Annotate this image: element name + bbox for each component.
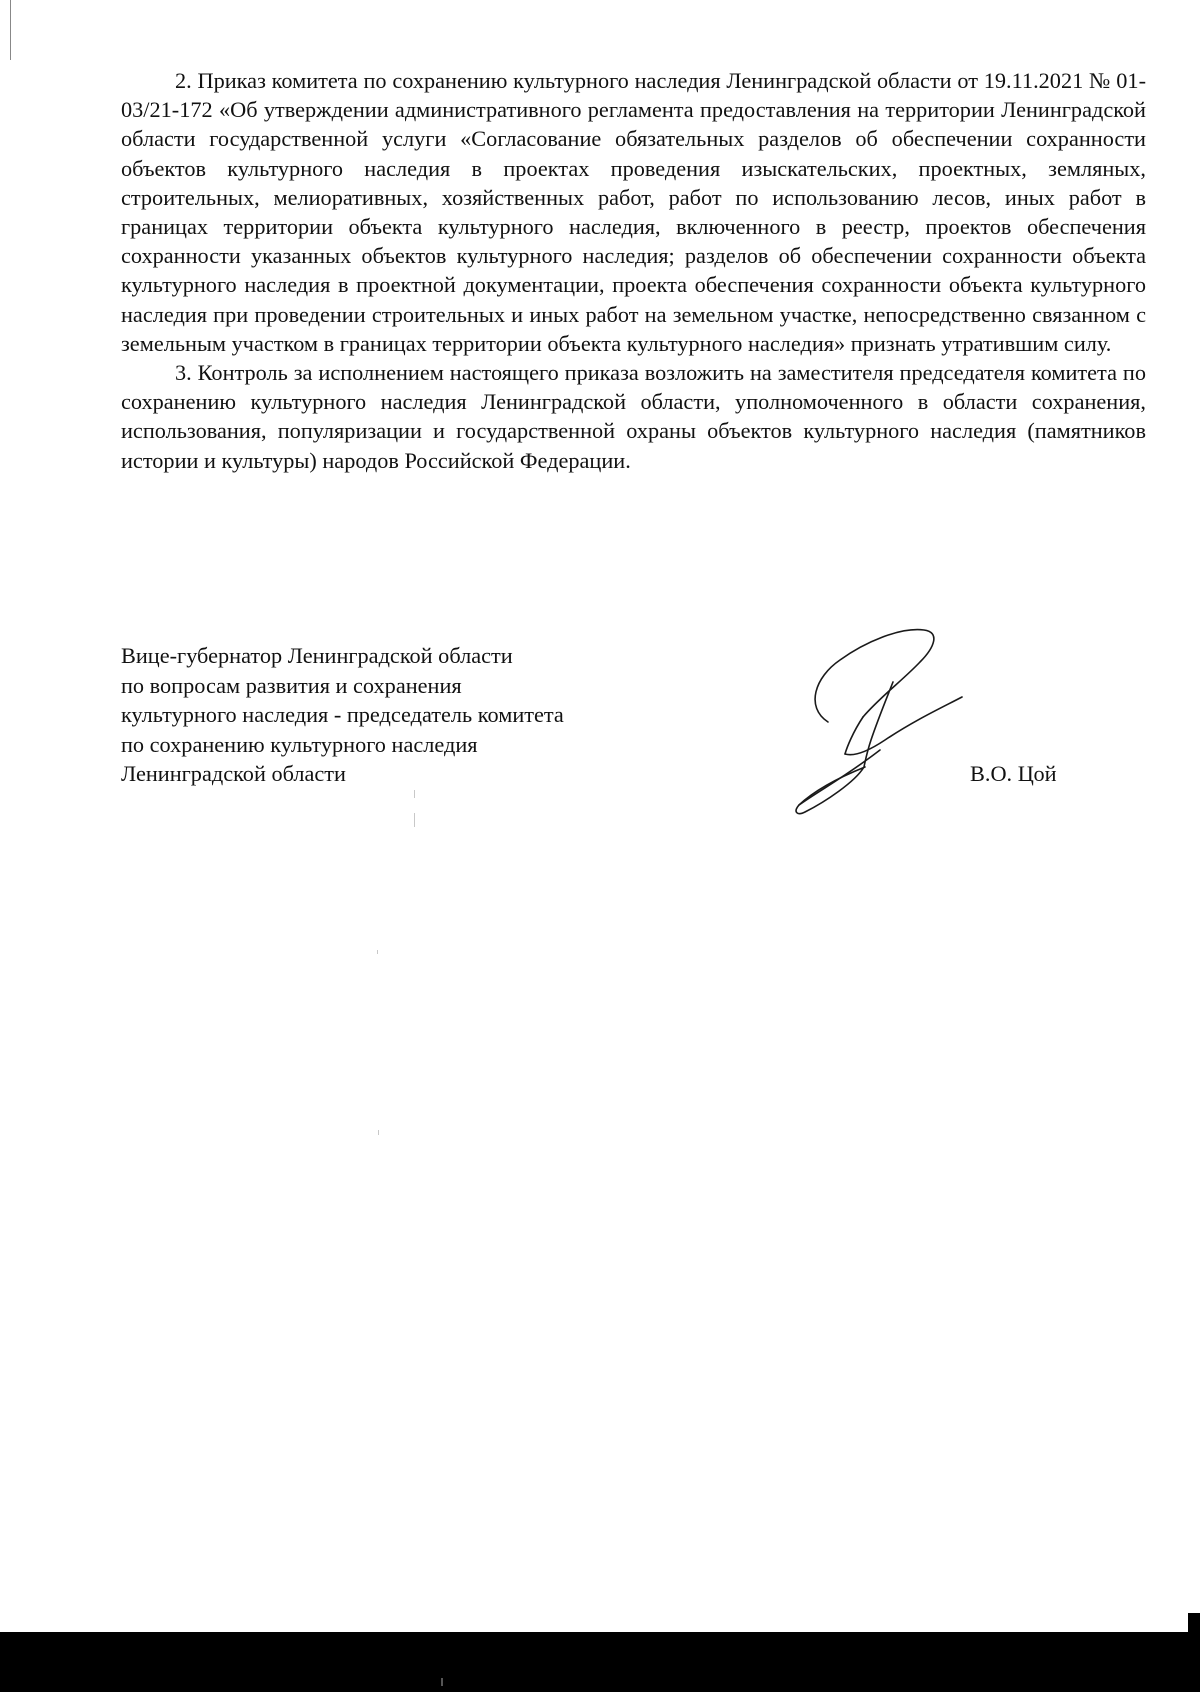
scan-edge-mark bbox=[10, 0, 11, 60]
scan-border-mark bbox=[441, 1678, 443, 1686]
paragraph-2: 2. Приказ комитета по сохранению культурного наследия Ленинградской области от 19.11.2021 № 01-03/21-172 «Об утверждении административного регламента предоставления на территории Ленинградской области государственной услуги «Согласование обязательных разделов об обеспечении сохранности объектов культурного наследия в проектах проведения изыскательских, проектных, земляных, строительных, мелиоративных, хозяйственных работ, работ по использованию лесов, иных работ в границах территории объекта культурного наследия, включенного в реестр, проектов обеспечения сохранности указанных объектов культурного наследия; разделов об обеспечении сохранности объекта культурного наследия в проектной документации, проекта обеспечения сохранности объекта культурного наследия при проведении строительных и иных работ на земельном участке, непосредственно связанном с земельным участком в границах территории объекта культурного наследия» признать утратившим силу. bbox=[121, 68, 1146, 356]
position-line-5: Ленинградской области bbox=[121, 761, 346, 786]
scan-speck bbox=[377, 950, 378, 954]
scan-border bbox=[1188, 1613, 1200, 1632]
document-body bbox=[121, 66, 1146, 475]
handwritten-signature bbox=[785, 622, 970, 817]
scan-speck bbox=[414, 790, 415, 798]
scan-bottom-border bbox=[0, 1632, 1200, 1692]
scan-speck bbox=[414, 813, 415, 827]
position-line-3: культурного наследия - председатель комитета bbox=[121, 702, 564, 727]
signatory-position bbox=[121, 641, 681, 789]
signer-name: В.О. Цой bbox=[970, 761, 1057, 786]
position-line-2: по вопросам развития и сохранения bbox=[121, 672, 462, 698]
scan-speck bbox=[378, 1130, 379, 1135]
paragraph-3: 3. Контроль за исполнением настоящего приказа возложить на заместителя председателя комитета по сохранению культурного наследия Ленинградской области, уполномоченного в области сохранения, использования, популяризации и государственной охраны объектов культурного наследия (памятников истории и культуры) народов Российской Федерации. bbox=[121, 360, 1146, 473]
position-line-1: Вице-губернатор Ленинградской области bbox=[121, 643, 513, 668]
position-line-4: по сохранению культурного наследия bbox=[121, 731, 478, 757]
